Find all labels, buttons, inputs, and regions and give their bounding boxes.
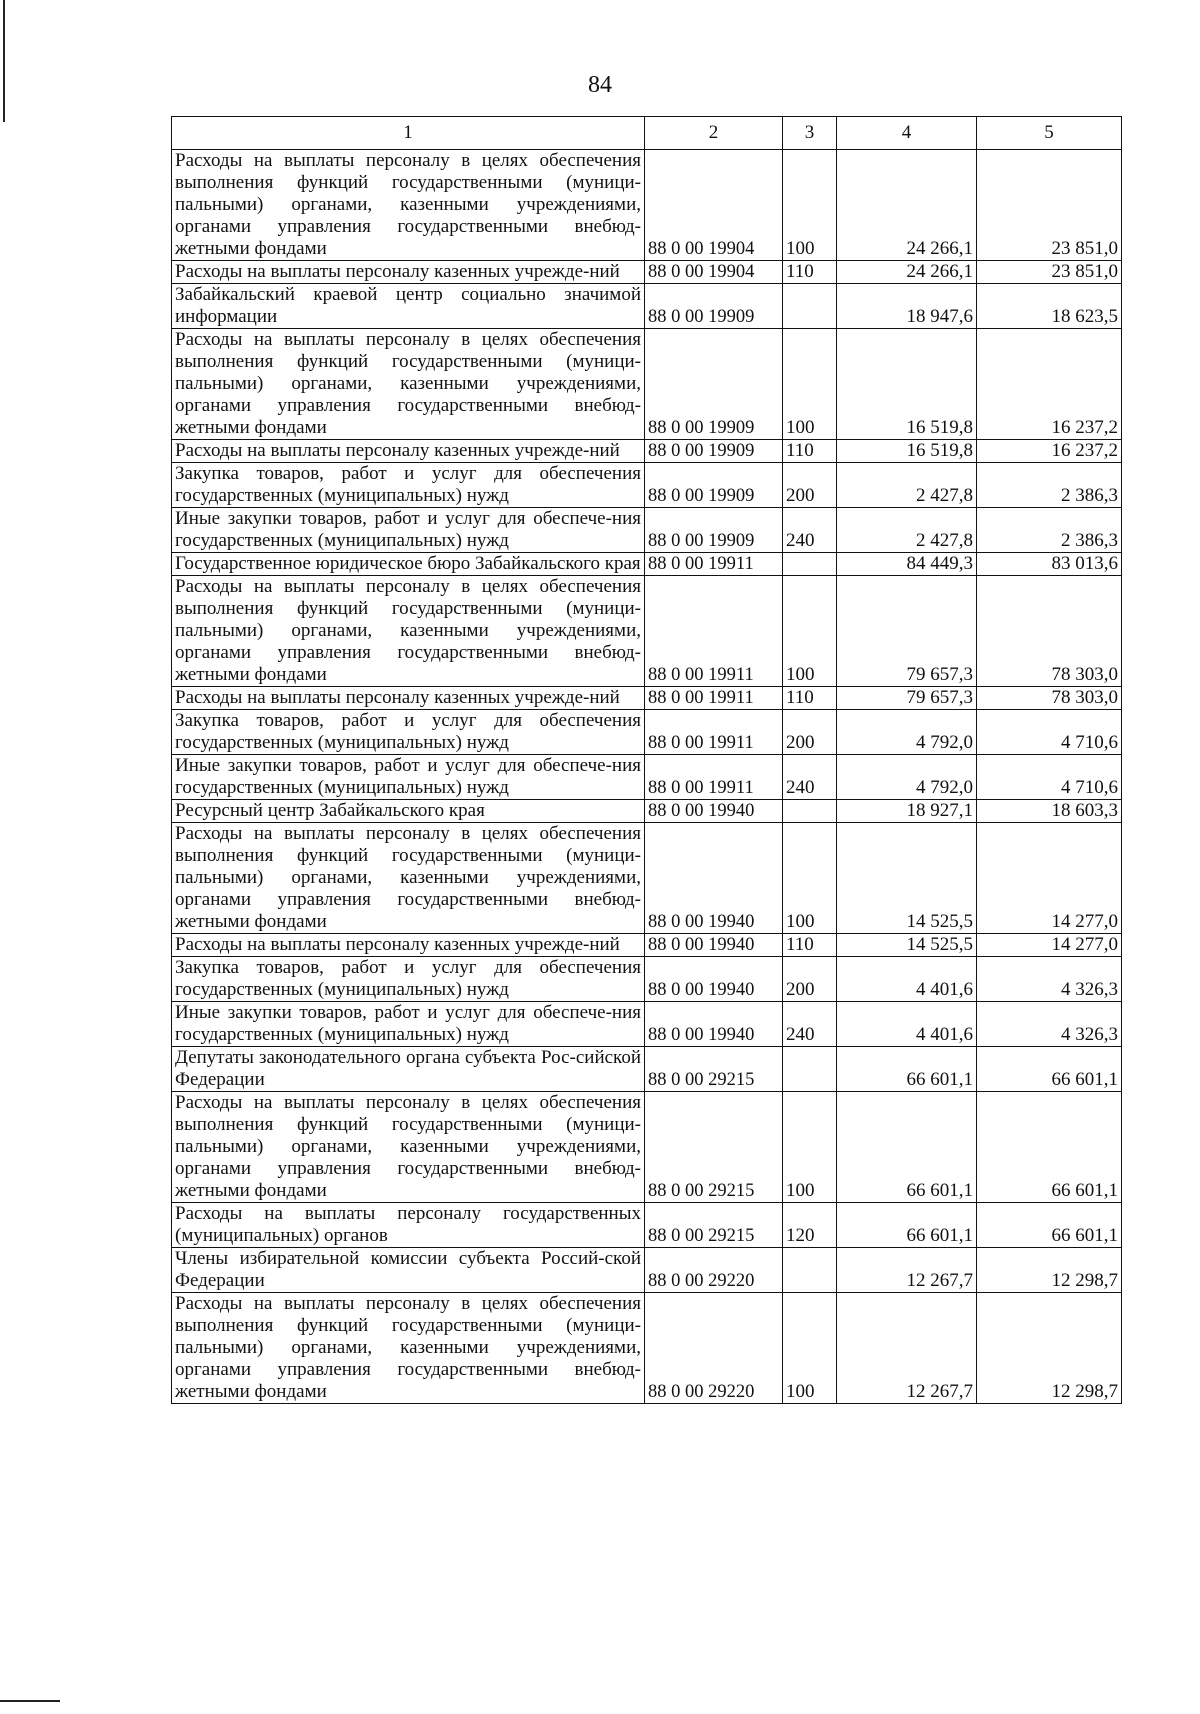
row-name: Закупка товаров, работ и услуг для обеспечения государственных (муниципальных) нужд (172, 710, 645, 755)
row-code: 88 0 00 29215 (645, 1203, 783, 1248)
row-value-1: 79 657,3 (837, 576, 977, 687)
col-header-2: 2 (645, 117, 783, 150)
row-value-2: 4 710,6 (977, 755, 1122, 800)
row-name: Иные закупки товаров, работ и услуг для обеспече-ния государственных (муниципальных) нужд (172, 1002, 645, 1047)
row-code: 88 0 00 19909 (645, 329, 783, 440)
row-code: 88 0 00 19940 (645, 1002, 783, 1047)
table-row (172, 1047, 1122, 1092)
row-value-2: 4 326,3 (977, 957, 1122, 1002)
header-row (172, 117, 1122, 150)
row-name: Иные закупки товаров, работ и услуг для обеспече-ния государственных (муниципальных) нужд (172, 755, 645, 800)
row-value-2: 78 303,0 (977, 687, 1122, 710)
row-name: Расходы на выплаты персоналу казенных учрежде-ний (172, 687, 645, 710)
table-row (172, 261, 1122, 284)
row-value-2: 83 013,6 (977, 553, 1122, 576)
row-value-1: 4 792,0 (837, 755, 977, 800)
row-value-1: 18 947,6 (837, 284, 977, 329)
row-name: Закупка товаров, работ и услуг для обеспечения государственных (муниципальных) нужд (172, 957, 645, 1002)
row-value-2: 66 601,1 (977, 1203, 1122, 1248)
row-code: 88 0 00 19909 (645, 284, 783, 329)
row-code: 88 0 00 19909 (645, 440, 783, 463)
row-expense-type: 240 (783, 755, 837, 800)
row-name: Депутаты законодательного органа субъекта Рос-сийской Федерации (172, 1047, 645, 1092)
row-value-1: 4 401,6 (837, 1002, 977, 1047)
row-expense-type (783, 284, 837, 329)
row-value-2: 78 303,0 (977, 576, 1122, 687)
row-value-1: 66 601,1 (837, 1092, 977, 1203)
row-name: Расходы на выплаты персоналу казенных учрежде-ний (172, 261, 645, 284)
row-value-2: 12 298,7 (977, 1293, 1122, 1404)
col-header-1: 1 (172, 117, 645, 150)
table-row (172, 329, 1122, 440)
table-row (172, 576, 1122, 687)
row-value-1: 24 266,1 (837, 261, 977, 284)
row-expense-type: 200 (783, 463, 837, 508)
row-name: Закупка товаров, работ и услуг для обеспечения государственных (муниципальных) нужд (172, 463, 645, 508)
row-name: Расходы на выплаты персоналу в целях обеспечения выполнения функций государственными (муници-пальными) органами, казенными учреждениями, органами управления государственными внебюд-жетными фондами (172, 576, 645, 687)
row-value-2: 14 277,0 (977, 823, 1122, 934)
table-row (172, 440, 1122, 463)
row-expense-type (783, 800, 837, 823)
row-code: 88 0 00 29215 (645, 1092, 783, 1203)
row-value-2: 18 623,5 (977, 284, 1122, 329)
row-expense-type: 100 (783, 150, 837, 261)
table-row (172, 1002, 1122, 1047)
row-code: 88 0 00 19911 (645, 710, 783, 755)
row-value-2: 23 851,0 (977, 261, 1122, 284)
row-expense-type: 120 (783, 1203, 837, 1248)
table-row (172, 1203, 1122, 1248)
scan-edge-left (3, 0, 5, 122)
row-value-1: 14 525,5 (837, 934, 977, 957)
row-name: Иные закупки товаров, работ и услуг для обеспече-ния государственных (муниципальных) нужд (172, 508, 645, 553)
row-code: 88 0 00 19911 (645, 755, 783, 800)
table-row (172, 934, 1122, 957)
row-value-2: 4 710,6 (977, 710, 1122, 755)
table-row (172, 1293, 1122, 1404)
row-value-1: 2 427,8 (837, 463, 977, 508)
row-code: 88 0 00 29220 (645, 1293, 783, 1404)
row-name: Расходы на выплаты персоналу в целях обеспечения выполнения функций государственными (муници-пальными) органами, казенными учреждениями, органами управления государственными внебюд-жетными фондами (172, 150, 645, 261)
table-row (172, 710, 1122, 755)
row-value-1: 12 267,7 (837, 1293, 977, 1404)
row-expense-type: 100 (783, 823, 837, 934)
row-name: Расходы на выплаты персоналу казенных учрежде-ний (172, 440, 645, 463)
row-code: 88 0 00 19940 (645, 823, 783, 934)
row-expense-type: 240 (783, 508, 837, 553)
row-value-2: 4 326,3 (977, 1002, 1122, 1047)
row-code: 88 0 00 19909 (645, 508, 783, 553)
row-expense-type: 110 (783, 687, 837, 710)
row-expense-type (783, 1248, 837, 1293)
row-code: 88 0 00 19940 (645, 957, 783, 1002)
table-row (172, 755, 1122, 800)
scan-edge-bottom (0, 1700, 60, 1702)
row-value-1: 12 267,7 (837, 1248, 977, 1293)
row-expense-type: 100 (783, 576, 837, 687)
table-row (172, 463, 1122, 508)
row-expense-type (783, 553, 837, 576)
row-value-1: 14 525,5 (837, 823, 977, 934)
row-expense-type: 100 (783, 1293, 837, 1404)
table-row (172, 508, 1122, 553)
row-value-1: 84 449,3 (837, 553, 977, 576)
row-value-1: 16 519,8 (837, 440, 977, 463)
row-expense-type: 110 (783, 934, 837, 957)
row-code: 88 0 00 19904 (645, 150, 783, 261)
row-name: Ресурсный центр Забайкальского края (172, 800, 645, 823)
row-value-1: 4 401,6 (837, 957, 977, 1002)
row-value-2: 2 386,3 (977, 508, 1122, 553)
table-row (172, 687, 1122, 710)
row-value-2: 14 277,0 (977, 934, 1122, 957)
row-name: Расходы на выплаты персоналу государственных (муниципальных) органов (172, 1203, 645, 1248)
row-value-2: 16 237,2 (977, 440, 1122, 463)
row-code: 88 0 00 29215 (645, 1047, 783, 1092)
row-value-1: 66 601,1 (837, 1047, 977, 1092)
row-expense-type: 100 (783, 329, 837, 440)
row-value-1: 79 657,3 (837, 687, 977, 710)
row-expense-type: 240 (783, 1002, 837, 1047)
row-code: 88 0 00 19911 (645, 553, 783, 576)
page-number: 84 (588, 72, 612, 98)
table-row (172, 1248, 1122, 1293)
row-value-2: 16 237,2 (977, 329, 1122, 440)
row-expense-type: 110 (783, 440, 837, 463)
row-expense-type: 110 (783, 261, 837, 284)
row-value-1: 16 519,8 (837, 329, 977, 440)
row-code: 88 0 00 19940 (645, 800, 783, 823)
row-value-2: 66 601,1 (977, 1092, 1122, 1203)
row-expense-type: 200 (783, 710, 837, 755)
row-value-1: 2 427,8 (837, 508, 977, 553)
table-row (172, 823, 1122, 934)
col-header-5: 5 (977, 117, 1122, 150)
row-name: Расходы на выплаты персоналу казенных учрежде-ний (172, 934, 645, 957)
table-body (172, 150, 1122, 1404)
row-value-2: 23 851,0 (977, 150, 1122, 261)
table-row (172, 553, 1122, 576)
row-name: Расходы на выплаты персоналу в целях обеспечения выполнения функций государственными (муници-пальными) органами, казенными учреждениями, органами управления государственными внебюд-жетными фондами (172, 1092, 645, 1203)
row-expense-type (783, 1047, 837, 1092)
table-row (172, 1092, 1122, 1203)
table-row (172, 957, 1122, 1002)
row-value-1: 4 792,0 (837, 710, 977, 755)
row-expense-type: 100 (783, 1092, 837, 1203)
row-value-1: 24 266,1 (837, 150, 977, 261)
row-name: Расходы на выплаты персоналу в целях обеспечения выполнения функций государственными (муници-пальными) органами, казенными учреждениями, органами управления государственными внебюд-жетными фондами (172, 329, 645, 440)
budget-table (171, 116, 1122, 1404)
row-value-1: 18 927,1 (837, 800, 977, 823)
row-code: 88 0 00 29220 (645, 1248, 783, 1293)
table-row (172, 150, 1122, 261)
col-header-4: 4 (837, 117, 977, 150)
row-value-1: 66 601,1 (837, 1203, 977, 1248)
row-value-2: 12 298,7 (977, 1248, 1122, 1293)
row-value-2: 18 603,3 (977, 800, 1122, 823)
row-code: 88 0 00 19940 (645, 934, 783, 957)
row-name: Члены избирательной комиссии субъекта Россий-ской Федерации (172, 1248, 645, 1293)
row-value-2: 2 386,3 (977, 463, 1122, 508)
row-name: Расходы на выплаты персоналу в целях обеспечения выполнения функций государственными (муници-пальными) органами, казенными учреждениями, органами управления государственными внебюд-жетными фондами (172, 823, 645, 934)
row-expense-type: 200 (783, 957, 837, 1002)
row-value-2: 66 601,1 (977, 1047, 1122, 1092)
col-header-3: 3 (783, 117, 837, 150)
row-name: Расходы на выплаты персоналу в целях обеспечения выполнения функций государственными (муници-пальными) органами, казенными учреждениями, органами управления государственными внебюд-жетными фондами (172, 1293, 645, 1404)
row-name: Забайкальский краевой центр социально значимой информации (172, 284, 645, 329)
table-row (172, 284, 1122, 329)
row-code: 88 0 00 19909 (645, 463, 783, 508)
row-code: 88 0 00 19911 (645, 687, 783, 710)
table-row (172, 800, 1122, 823)
row-name: Государственное юридическое бюро Забайкальского края (172, 553, 645, 576)
row-code: 88 0 00 19904 (645, 261, 783, 284)
row-code: 88 0 00 19911 (645, 576, 783, 687)
